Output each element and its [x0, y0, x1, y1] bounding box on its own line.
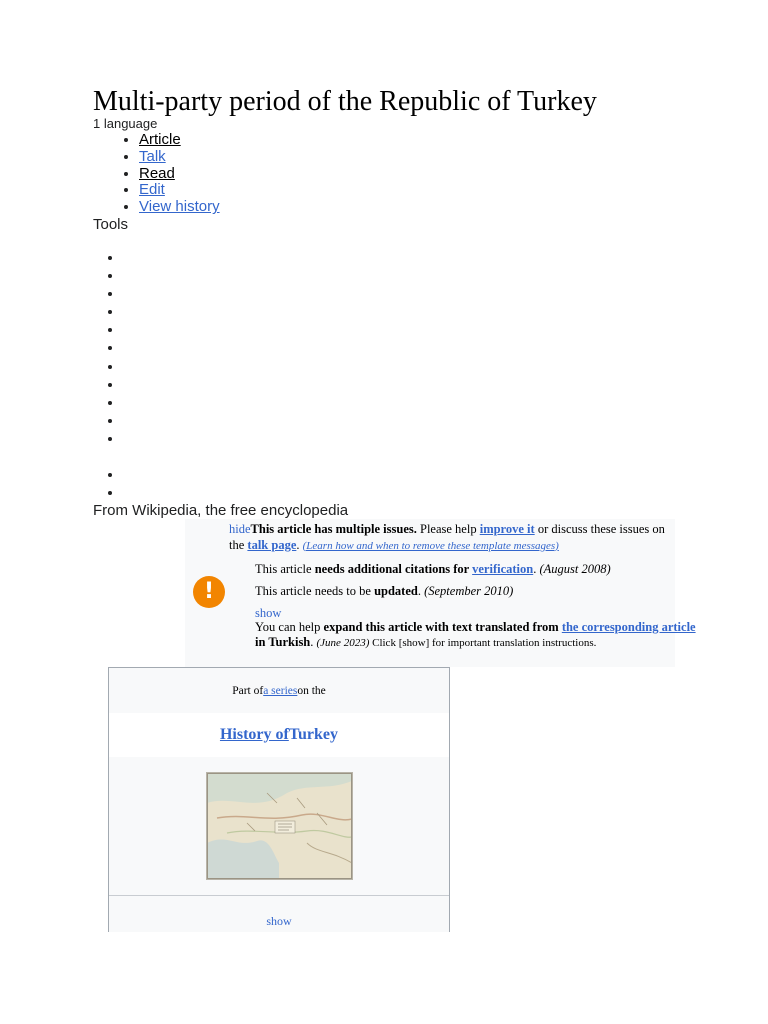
improve-it-link[interactable]: improve it	[479, 522, 535, 536]
page-tabs	[93, 132, 220, 216]
issues-header: hideThis article has multiple issues. Please help improve it or discuss these issues on the talk page. (Learn how and when to remove these template messages)	[229, 522, 665, 552]
tools-list-secondary	[93, 467, 123, 503]
tab-edit[interactable]: Edit	[139, 181, 165, 199]
multiple-issues-box	[185, 519, 696, 667]
site-tagline: From Wikipedia, the free encyclopedia	[93, 502, 349, 519]
learn-remove-link[interactable]: (Learn how and when to remove these template messages)	[302, 539, 559, 552]
tools-label[interactable]: Tools	[93, 216, 129, 233]
tab-read[interactable]: Read	[139, 164, 175, 182]
tab-article[interactable]: Article	[139, 131, 181, 148]
warning-icon: !	[193, 576, 225, 608]
citations-issue: This article needs additional citations for verification. (August 2008)	[255, 562, 611, 576]
series-link[interactable]: a series	[263, 684, 298, 697]
tab-talk[interactable]: Talk	[139, 147, 166, 165]
verification-link[interactable]: verification	[472, 562, 534, 576]
hide-toggle[interactable]: hide	[229, 522, 251, 536]
sidebar-title	[109, 713, 449, 757]
sidebar-show-toggle[interactable]: show	[266, 914, 292, 928]
tab-view-history[interactable]: View history	[139, 198, 220, 216]
tools-list	[93, 250, 123, 449]
show-toggle[interactable]: show	[255, 606, 282, 620]
anatolia-map-image[interactable]	[206, 772, 353, 880]
issues-headline: This article has multiple issues.	[250, 522, 417, 536]
turkey-link[interactable]: Turkey	[288, 726, 339, 743]
updated-issue: This article needs to be updated. (September 2010)	[255, 584, 514, 598]
talk-page-link[interactable]: talk page	[247, 537, 297, 552]
history-sidebar	[108, 667, 450, 932]
translate-issue: You can help expand this article with text translated from the corresponding article in Turkish. (June 2023) Click [show] for important translation instructions.	[255, 620, 696, 649]
page-title: Multi-party period of the Republic of Turkey	[93, 86, 597, 117]
sidebar-above: Part of a series on the	[232, 684, 326, 697]
sidebar-image-cell	[109, 757, 449, 896]
language-count[interactable]: 1 language	[93, 116, 158, 131]
corresponding-article-link[interactable]: the corresponding article	[561, 620, 696, 634]
history-of-link[interactable]: History of	[219, 726, 289, 743]
